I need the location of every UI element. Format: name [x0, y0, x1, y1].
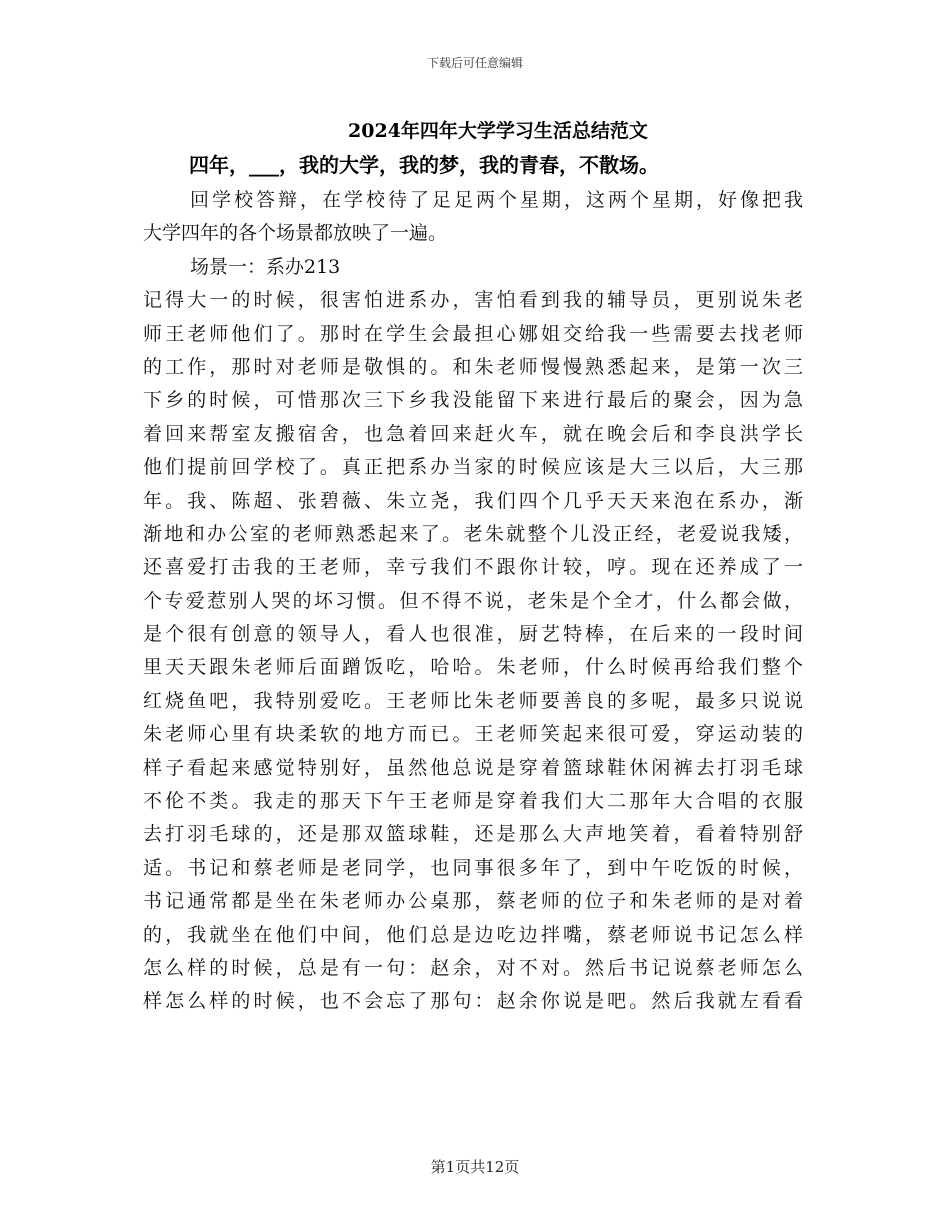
paragraph-line: 去打羽毛球的，还是那双篮球鞋，还是那么大声地笑着，看着特别舒: [143, 823, 803, 846]
paragraph-line: 大学四年的各个场景都放映了一遍。: [143, 222, 448, 245]
paragraph-line: 是个很有创意的领导人，看人也很准，厨艺特棒，在后来的一段时间: [143, 623, 803, 646]
paragraph-line: 样子看起来感觉特别好，虽然他总说是穿着篮球鞋休闲裤去打羽毛球: [143, 756, 803, 779]
header-note: 下载后可任意编辑: [426, 56, 523, 70]
paragraph-line: 怎么样的时候，总是有一句：赵余，对不对。然后书记说蔡老师怎么: [143, 956, 803, 979]
paragraph-line: 朱老师心里有块柔软的地方而已。王老师笑起来很可爱，穿运动装的: [143, 723, 803, 746]
paragraph-line: 他们提前回学校了。真正把系办当家的时候应该是大三以后，大三那: [143, 456, 803, 479]
paragraph-line: 还喜爱打击我的王老师，幸亏我们不跟你计较，哼。现在还养成了一: [143, 556, 803, 579]
paragraph-line: 不伦不类。我走的那天下午王老师是穿着我们大二那年大合唱的衣服: [143, 790, 803, 813]
paragraph-line: 个专爱惹别人哭的坏习惯。但不得不说，老朱是个全才，什么都会做，: [143, 589, 803, 612]
paragraph-line: 红烧鱼吧，我特别爱吃。王老师比朱老师要善良的多呢，最多只说说: [143, 689, 803, 712]
paragraph-line: 的，我就坐在他们中间，他们总是边吃边拌嘴，蔡老师说书记怎么样: [143, 923, 803, 946]
paragraph-line: 记得大一的时候，很害怕进系办，害怕看到我的辅导员，更别说朱老: [143, 289, 803, 312]
body-text: [143, 184, 803, 1019]
paragraph-line: 的工作，那时对老师是敬惧的。和朱老师慢慢熟悉起来，是第一次三: [143, 355, 803, 378]
paragraph-line: 书记通常都是坐在朱老师办公桌那，蔡老师的位子和朱老师的是对着: [143, 890, 803, 913]
paragraph-line: 师王老师他们了。那时在学生会最担心娜姐交给我一些需要去找老师: [143, 322, 803, 345]
paragraph-line: 年。我、陈超、张碧薇、朱立尧，我们四个几乎天天来泡在系办，渐: [143, 489, 803, 512]
paragraph-line: 样怎么样的时候，也不会忘了那句：赵余你说是吧。然后我就左看看: [143, 990, 803, 1013]
page-footer: 第1页共12页: [430, 1158, 520, 1176]
paragraph-line: 里天天跟朱老师后面蹭饭吃，哈哈。朱老师，什么时候再给我们整个: [143, 656, 803, 679]
paragraph-line: 适。书记和蔡老师是老同学，也同事很多年了，到中午吃饭的时候，: [143, 856, 803, 879]
paragraph-line: 着回来帮室友搬宿舍，也急着回来赶火车，就在晚会后和李良洪学长: [143, 422, 803, 445]
document-title: 2024年四年大学学习生活总结范文: [348, 120, 648, 142]
paragraph-line: 回学校答辩，在学校待了足足两个星期，这两个星期，好像把我: [190, 189, 803, 211]
section-heading: 场景一：系办213: [190, 255, 341, 278]
paragraph-line: 渐地和办公室的老师熟悉起来了。老朱就整个儿没正经，老爱说我矮，: [143, 522, 803, 545]
document-subtitle: 四年，___，我的大学，我的梦，我的青春，不散场。: [189, 153, 659, 177]
paragraph-line: 下乡的时候，可惜那次三下乡我没能留下来进行最后的聚会，因为急: [143, 389, 803, 412]
